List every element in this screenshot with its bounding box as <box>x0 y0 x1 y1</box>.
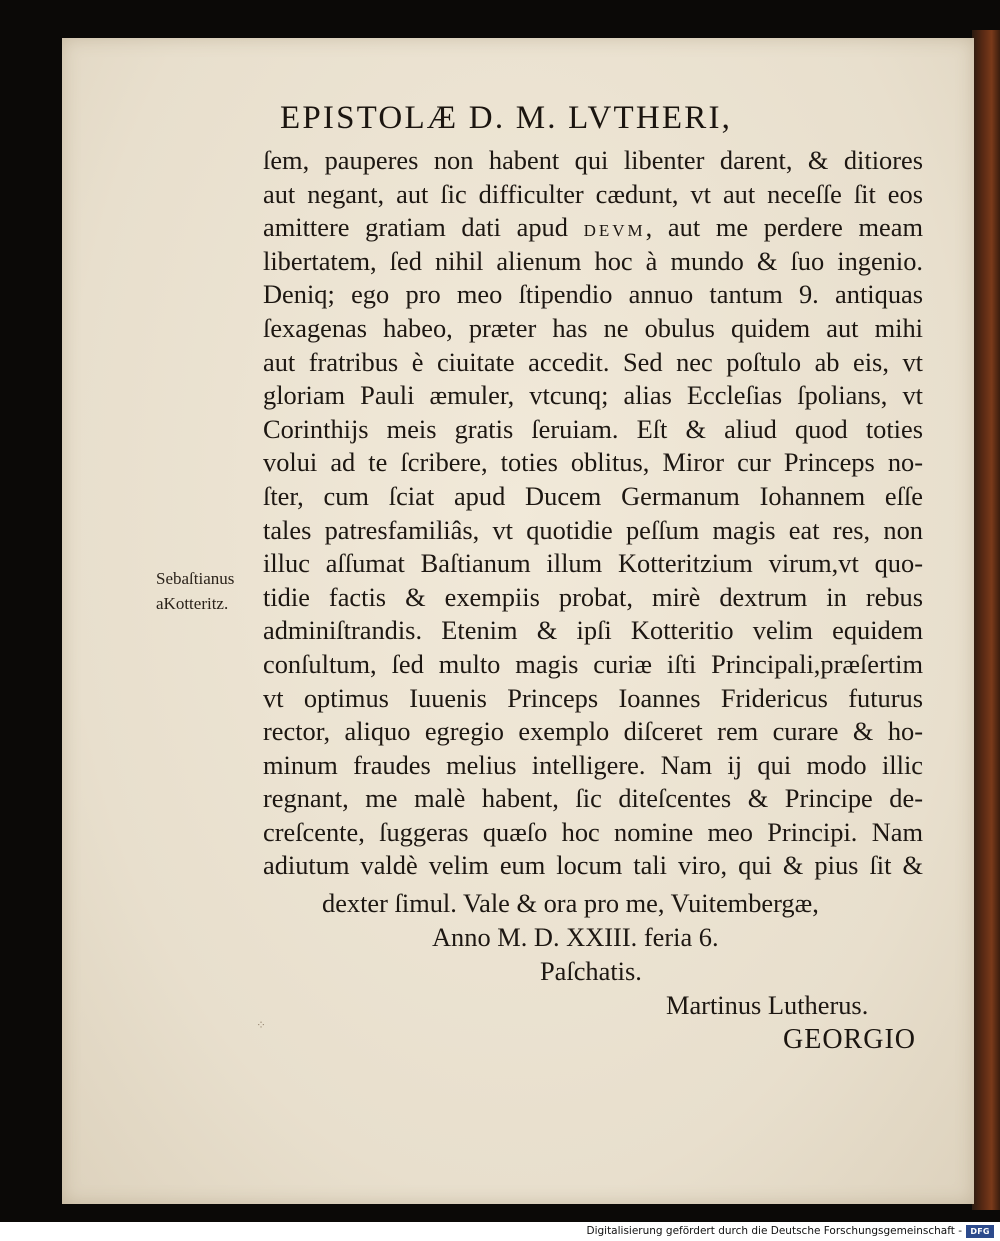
text-line: volui ad te ſcribere, toties oblitus, Miror cur Princeps no- <box>263 447 923 478</box>
footer-bar <box>0 1222 1000 1241</box>
date-line: Anno M. D. XXIII. feria 6. <box>432 922 719 952</box>
text-line: tales patresfamiliâs, vt quotidie peſſum magis eat res, non <box>263 514 923 545</box>
marginal-note-line: aKotteritz. <box>156 594 229 613</box>
catchword: GEORGIO <box>783 1024 916 1055</box>
text-line: rector, aliquo egregio exemplo diſceret rem curare & ho- <box>263 716 923 747</box>
feast-line: Paſchatis. <box>540 956 642 986</box>
text-line: aut fratribus è ciuitate accedit. Sed nec poſtulo ab eis, vt <box>263 346 923 377</box>
ink-smudge: ⁘ <box>256 1018 267 1032</box>
signature: Martinus Lutherus. <box>666 990 869 1020</box>
text-line: ſem, pauperes non habent qui libenter darent, & ditiores <box>263 145 923 175</box>
text-line: amittere gratiam dati apud DEVM, aut me perdere meam <box>263 212 923 243</box>
text-line: tidie factis & exempiis probat, mirè dextrum in rebus <box>263 581 923 612</box>
text-line: adminiſtrandis. Etenim & ipſi Kotteritio velim equidem <box>263 615 923 646</box>
closing-line: dexter ſimul. Vale & ora pro me, Vuitembergæ, <box>322 888 819 918</box>
text-line: Deniq; ego pro meo ſtipendio annuo tantum 9. antiquas <box>263 279 923 310</box>
footer-credit: Digitalisierung gefördert durch die Deutsche Forschungsgemeinschaft - <box>586 1225 962 1237</box>
text-line: regnant, me malè habent, ſic diteſcentes & Principe de- <box>263 783 923 814</box>
text-line: aut negant, aut ſic difficulter cædunt, vt aut neceſſe ſit eos <box>263 178 923 209</box>
text-line: conſultum, ſed multo magis curiæ iſti Principali,præſertim <box>263 648 923 679</box>
text-line: libertatem, ſed nihil alienum hoc à mundo & ſuo ingenio. <box>263 245 923 276</box>
text-line: adiutum valdè velim eum locum tali viro, qui & pius ſit & <box>263 850 923 881</box>
marginal-note-line: Sebaſtianus <box>156 569 235 588</box>
main-text <box>263 144 923 883</box>
text-line: illuc aſſumat Baſtianum illum Kotteritzium virum,vt quo- <box>263 548 923 579</box>
dfg-logo-icon[interactable]: DFG <box>966 1225 994 1238</box>
text-line: ſexagenas habeo, præter has ne obulus quidem aut mihi <box>263 312 923 343</box>
text-line: minum fraudes melius intelligere. Nam ij qui modo illic <box>263 749 923 780</box>
page-edge <box>972 30 1000 1210</box>
text-line: Corinthijs meis gratis ſeruiam. Eſt & aliud quod toties <box>263 413 923 444</box>
text-line: vt optimus Iuuenis Princeps Ioannes Fridericus futurus <box>263 682 923 713</box>
smallcaps-word: DEVM <box>583 221 646 241</box>
running-head: EPISTOLÆ D. M. LVTHERI, <box>280 100 733 136</box>
text-line: ſter, cum ſciat apud Ducem Germanum Iohannem eſſe <box>263 480 923 511</box>
marginal-note <box>156 566 234 616</box>
text-line: gloriam Pauli æmuler, vtcunq; alias Eccleſias ſpolians, vt <box>263 380 923 411</box>
text-line: creſcente, ſuggeras quæſo hoc nomine meo Principi. Nam <box>263 816 923 847</box>
